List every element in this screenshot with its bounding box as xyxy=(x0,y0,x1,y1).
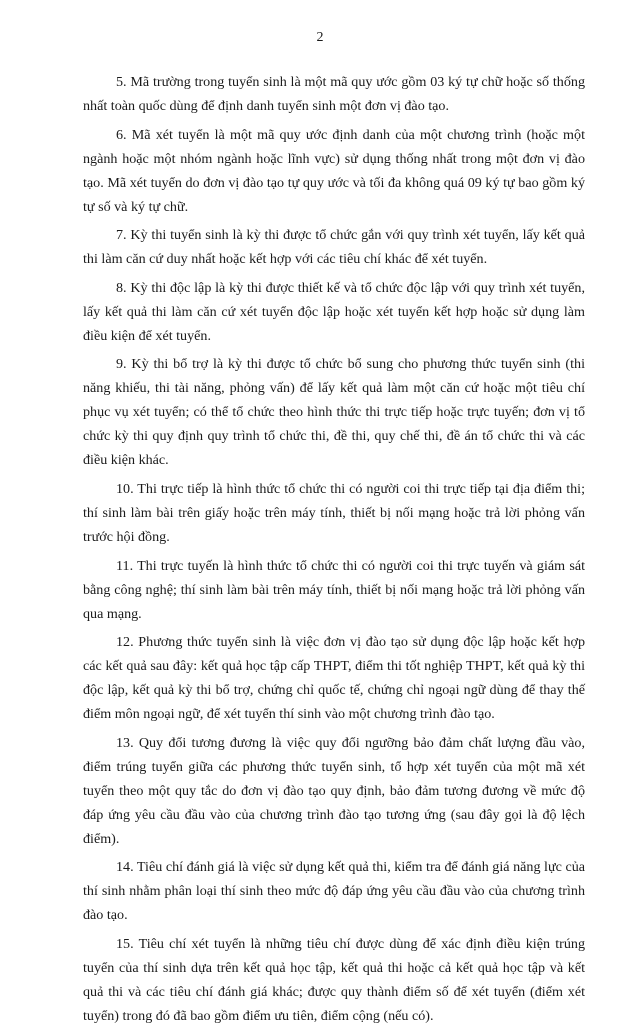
paragraph-6: 6. Mã xét tuyển là một mã quy ước định danh của một chương trình (hoặc một ngành hoặc một nhóm ngành hoặc lĩnh vực) sử dụng thống nhất trong một đơn vị đào tạo. Mã xét tuyển do đơn vị đào tạo tự quy ước và tối đa không quá 09 ký tự bao gồm ký tự số và ký tự chữ. xyxy=(83,126,585,215)
paragraph-7: 7. Kỳ thi tuyển sinh là kỳ thi được tổ chức gắn với quy trình xét tuyển, lấy kết quả thi làm căn cứ duy nhất hoặc kết hợp với các tiêu chí khác để xét tuyển. xyxy=(83,227,585,268)
paragraph-13: 13. Quy đổi tương đương là việc quy đổi ngưỡng bảo đảm chất lượng đầu vào, điểm trúng tuyển giữa các phương thức tuyển sinh, tổ hợp xét tuyển của một mã xét tuyển theo một quy tắc do đơn vị đào tạo quy định, bảo đảm tương đương về mức độ đáp ứng yêu cầu đầu vào của chương trình đào tạo tương ứng (sau đây gọi là độ lệch điểm). xyxy=(83,734,585,847)
paragraph-9: 9. Kỳ thi bổ trợ là kỳ thi được tổ chức bổ sung cho phương thức tuyển sinh (thi năng khiếu, thi tài năng, phỏng vấn) để lấy kết quả làm một căn cứ hoặc một tiêu chí phục vụ xét tuyển; có thể tổ chức theo hình thức thi trực tiếp hoặc trực tuyến; đơn vị tổ chức kỳ thi quy định quy trình tổ chức thi, đề thi, quy chế thi, đề án tổ chức thi và các điều kiện khác. xyxy=(83,356,585,469)
paragraph-12: 12. Phương thức tuyển sinh là việc đơn vị đào tạo sử dụng độc lập hoặc kết hợp các kết quả sau đây: kết quả học tập cấp THPT, điểm thi tốt nghiệp THPT, kết quả kỳ thi độc lập, kết quả kỳ thi bổ trợ, chứng chỉ quốc tế, chứng chỉ ngoại ngữ dùng để thay thế điểm môn ngoại ngữ, để xét tuyển thí sinh vào một chương trình đào tạo. xyxy=(83,634,585,723)
paragraph-14: 14. Tiêu chí đánh giá là việc sử dụng kết quả thi, kiểm tra để đánh giá năng lực của thí sinh nhằm phân loại thí sinh theo mức độ đáp ứng yêu cầu đầu vào của chương trình đào tạo. xyxy=(83,859,585,924)
paragraph-5: 5. Mã trường trong tuyển sinh là một mã quy ước gồm 03 ký tự chữ hoặc số thống nhất toàn quốc dùng để định danh tuyển sinh một đơn vị đào tạo. xyxy=(83,74,585,114)
document-body xyxy=(83,70,585,1033)
paragraph-10: 10. Thi trực tiếp là hình thức tổ chức thi có người coi thi trực tiếp tại địa điểm thi; thí sinh làm bài trên giấy hoặc trên máy tính, thiết bị nối mạng hoặc trả lời phỏng vấn trước hội đồng. xyxy=(83,480,585,545)
paragraph-11: 11. Thi trực tuyến là hình thức tổ chức thi có người coi thi trực tuyến và giám sát bằng công nghệ; thí sinh làm bài trên máy tính, thiết bị nối mạng hoặc trả lời phỏng vấn qua mạng. xyxy=(83,557,585,622)
paragraph-8: 8. Kỳ thi độc lập là kỳ thi được thiết kế và tổ chức độc lập với quy trình xét tuyển, lấy kết quả thi làm căn cứ xét tuyển độc lập hoặc xét tuyển kết hợp hoặc sử dụng làm điều kiện để xét tuyển. xyxy=(83,279,585,344)
page-number: 2 xyxy=(316,30,324,45)
paragraph-15: 15. Tiêu chí xét tuyển là những tiêu chí được dùng để xác định điều kiện trúng tuyển của thí sinh dựa trên kết quả học tập, kết quả thi hoặc cả kết quả học tập và kết quả thi và các tiêu chí đánh giá khác; được quy thành điểm số để xét tuyển (điểm xét tuyển) trong đó đã bao gồm điểm ưu tiên, điểm cộng (nếu có). xyxy=(83,935,585,1024)
